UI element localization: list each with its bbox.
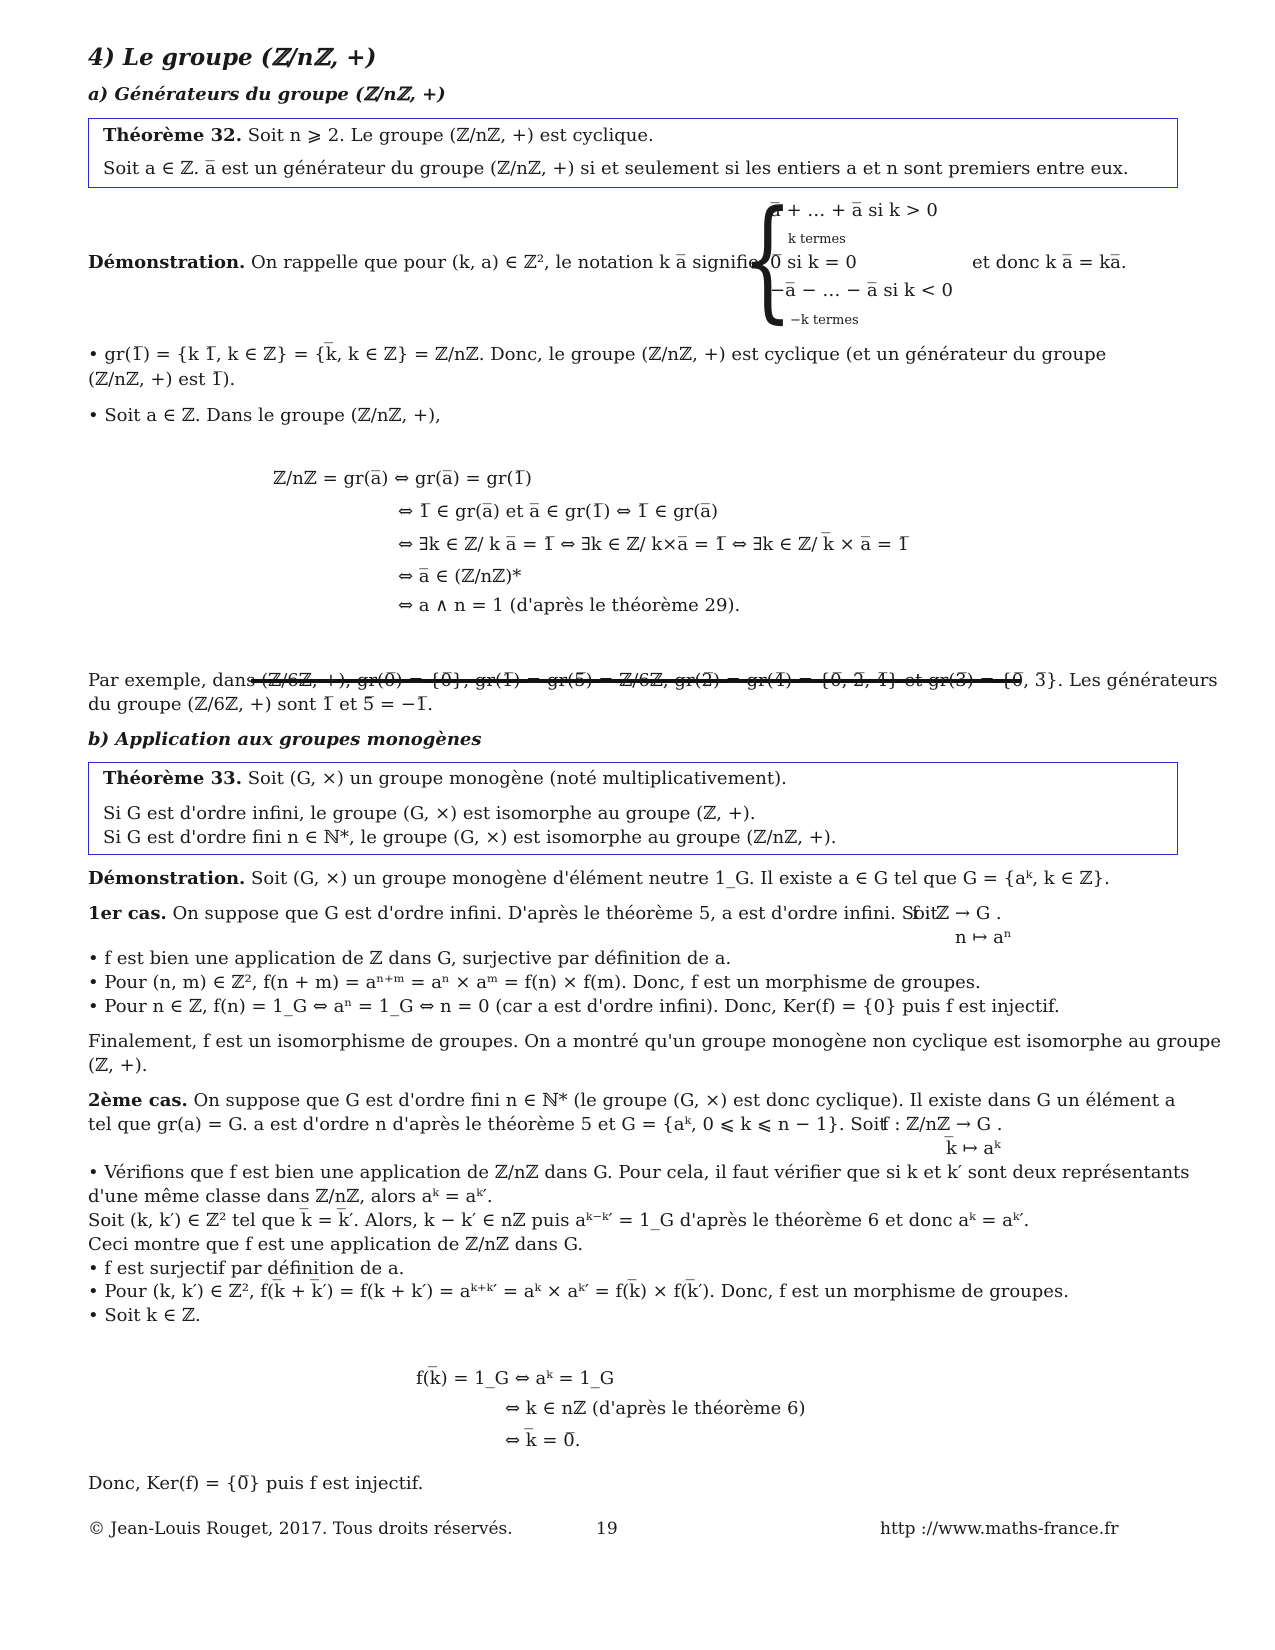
subsection-title-a: a) Générateurs du groupe (ℤ/nℤ, +) — [88, 84, 446, 105]
theorem-32-line1: Théorème 32. Soit n ⩾ 2. Le groupe (ℤ/nℤ, +) est cyclique. — [103, 125, 654, 146]
case1-map-top: f : ℤ → G . — [912, 903, 1002, 924]
left-brace: { — [742, 182, 793, 336]
case2-intro-line2: tel que gr(a) = G. a est d'ordre n d'après le théorème 5 et G = {aᵏ, 0 ⩽ k ⩽ n − 1}. Soit — [88, 1114, 887, 1135]
case2-map-top: f : ℤ/nℤ → G . — [882, 1114, 1003, 1135]
case2-line-4: Ceci montre que f est une application de ℤ/nℤ dans G. — [88, 1234, 584, 1255]
theorem-33-box — [88, 762, 1178, 855]
case1-final-line1: Finalement, f est un isomorphisme de groupes. On a montré qu'un groupe monogène non cyclique est isomorphe au groupe — [88, 1031, 1221, 1052]
footer-url[interactable]: http ://www.maths-france.fr — [880, 1519, 1119, 1539]
theorem-33-line3: Si G est d'ordre fini n ∈ ℕ*, le groupe (G, ×) est isomorphe au groupe (ℤ/nℤ, +). — [103, 827, 837, 848]
case2-line-1: • Vérifions que f est bien une application de ℤ/nℤ dans G. Pour cela, il faut vérifier que si k et k′ sont deux représentants — [88, 1162, 1190, 1183]
case2-line-2: d'une même classe dans ℤ/nℤ, alors aᵏ = aᵏ′. — [88, 1186, 493, 1207]
footer-copyright: © Jean-Louis Rouget, 2017. Tous droits réservés. — [88, 1519, 513, 1539]
section-title: 4) Le groupe (ℤ/nℤ, +) — [88, 44, 377, 71]
case2-equiv-1: f(k̅) = 1_G ⇔ aᵏ = 1_G — [416, 1368, 615, 1389]
example-line2: du groupe (ℤ/6ℤ, +) sont 1̅ et 5̅ = −1̅. — [88, 694, 434, 715]
case-k-negative-underbrace: −k termes — [790, 313, 859, 328]
case2-conclusion: Donc, Ker(f) = {0̅} puis f est injectif. — [88, 1473, 424, 1494]
theorem-33-label: Théorème 33. — [103, 768, 242, 789]
demo2-intro: Démonstration. Soit (G, ×) un groupe monogène d'élément neutre 1_G. Il existe a ∈ G tel que G = {aᵏ, k ∈ ℤ}. — [88, 868, 1110, 889]
equiv-line-1: ℤ/nℤ = gr(a̅) ⇔ gr(a̅) = gr(1̅) — [273, 468, 532, 489]
case2-equiv-2: ⇔ k ∈ nℤ (d'après le théorème 6) — [505, 1398, 806, 1419]
case2-line-5: • f est surjectif par définition de a. — [88, 1258, 405, 1279]
equiv-line-2: ⇔ 1̅ ∈ gr(a̅) et a̅ ∈ gr(1̅) ⇔ 1̅ ∈ gr(a̅) — [398, 501, 719, 522]
case2-line-7: • Soit k ∈ ℤ. — [88, 1305, 201, 1326]
case1-final-line2: (ℤ, +). — [88, 1055, 148, 1076]
case2-map-bottom: k̅ ↦ aᵏ — [946, 1138, 1001, 1159]
case1-bullet-1: • f est bien une application de ℤ dans G, surjective par définition de a. — [88, 948, 732, 969]
case2-line-6: • Pour (k, k′) ∈ ℤ², f(k̅ + k̅′) = f(k + k′) = aᵏ⁺ᵏ′ = aᵏ × aᵏ′ = f(k̅) × f(k̅′). Donc, f est un morphisme de groupes. — [88, 1281, 1069, 1302]
bullet2: • Soit a ∈ ℤ. Dans le groupe (ℤ/nℤ, +), — [88, 405, 441, 426]
case1-bullet-3: • Pour n ∈ ℤ, f(n) = 1_G ⇔ aⁿ = 1_G ⇔ n = 0 (car a est d'ordre infini). Donc, Ker(f) = {0} puis f est injectif. — [88, 996, 1060, 1017]
subsection-title-b: b) Application aux groupes monogènes — [88, 729, 482, 750]
case2-intro-line1: 2ème cas. On suppose que G est d'ordre fini n ∈ ℕ* (le groupe (G, ×) est donc cyclique). Il existe dans G un élément a — [88, 1090, 1176, 1111]
theorem-32-box — [88, 118, 1178, 188]
demo1-label: Démonstration. — [88, 252, 246, 273]
case1-bullet-2: • Pour (n, m) ∈ ℤ², f(n + m) = aⁿ⁺ᵐ = aⁿ × aᵐ = f(n) × f(m). Donc, f est un morphisme de groupes. — [88, 972, 981, 993]
case-k-zero: 0̅ si k = 0 — [770, 252, 857, 273]
case2-equiv-3: ⇔ k̅ = 0̅. — [505, 1430, 581, 1451]
demo2-label: Démonstration. — [88, 868, 246, 889]
theorem-32-line2: Soit a ∈ ℤ. a̅ est un générateur du groupe (ℤ/nℤ, +) si et seulement si les entiers a et n sont premiers entre eux. — [103, 158, 1129, 179]
case1-label: 1er cas. — [88, 903, 167, 924]
bullet1-line2: (ℤ/nℤ, +) est 1̅). — [88, 369, 236, 390]
theorem-33-line2: Si G est d'ordre infini, le groupe (G, ×) est isomorphe au groupe (ℤ, +). — [103, 803, 756, 824]
case-k-positive-underbrace: k termes — [788, 232, 846, 247]
bullet1-line1: • gr(1̅) = {k 1̅, k ∈ ℤ} = {k̅, k ∈ ℤ} = ℤ/nℤ. Donc, le groupe (ℤ/nℤ, +) est cyclique (et un générateur du groupe — [88, 344, 1107, 365]
demo1-intro: Démonstration. On rappelle que pour (k, a) ∈ ℤ², le notation k a̅ signifie — [88, 252, 759, 273]
theorem-33-line1: Théorème 33. Soit (G, ×) un groupe monogène (noté multiplicativement). — [103, 768, 787, 789]
example-line1: Par exemple, dans (ℤ/6ℤ, +), gr(0̅) = {0̅}, gr(1̅) = gr(5̅) = ℤ/6ℤ, gr(2̅) = gr(4̅) = {0̅, 2̅, 4̅} et gr(3̅) = {0̅, 3̅}. Les générateurs — [88, 670, 1218, 691]
case1-map-bottom: n ↦ aⁿ — [955, 927, 1012, 948]
footer-page-number: 19 — [596, 1519, 618, 1539]
demo1-conclusion: et donc k a̅ = ka̅. — [972, 252, 1127, 273]
case1-intro: 1er cas. On suppose que G est d'ordre infini. D'après le théorème 5, a est d'ordre infini. Soit — [88, 903, 938, 924]
case-k-positive: a̅ + … + a̅ si k > 0 — [770, 200, 938, 221]
equiv-line-5: ⇔ a ∧ n = 1 (d'après le théorème 29). — [398, 595, 741, 616]
equiv-line-4: ⇔ a̅ ∈ (ℤ/nℤ)* — [398, 566, 522, 587]
theorem-32-label: Théorème 32. — [103, 125, 242, 146]
case2-label: 2ème cas. — [88, 1090, 188, 1111]
case-k-negative: −a̅ − … − a̅ si k < 0 — [770, 280, 953, 301]
equiv-line-3: ⇔ ∃k ∈ ℤ/ k a̅ = 1̅ ⇔ ∃k ∈ ℤ/ k×a̅ = 1̅ ⇔ ∃k ∈ ℤ/ k̅ × a̅ = 1̅ — [398, 534, 910, 555]
case2-line-3: Soit (k, k′) ∈ ℤ² tel que k̅ = k̅′. Alors, k − k′ ∈ nℤ puis aᵏ⁻ᵏ′ = 1_G d'après le théorème 6 et donc aᵏ = aᵏ′. — [88, 1210, 1030, 1231]
